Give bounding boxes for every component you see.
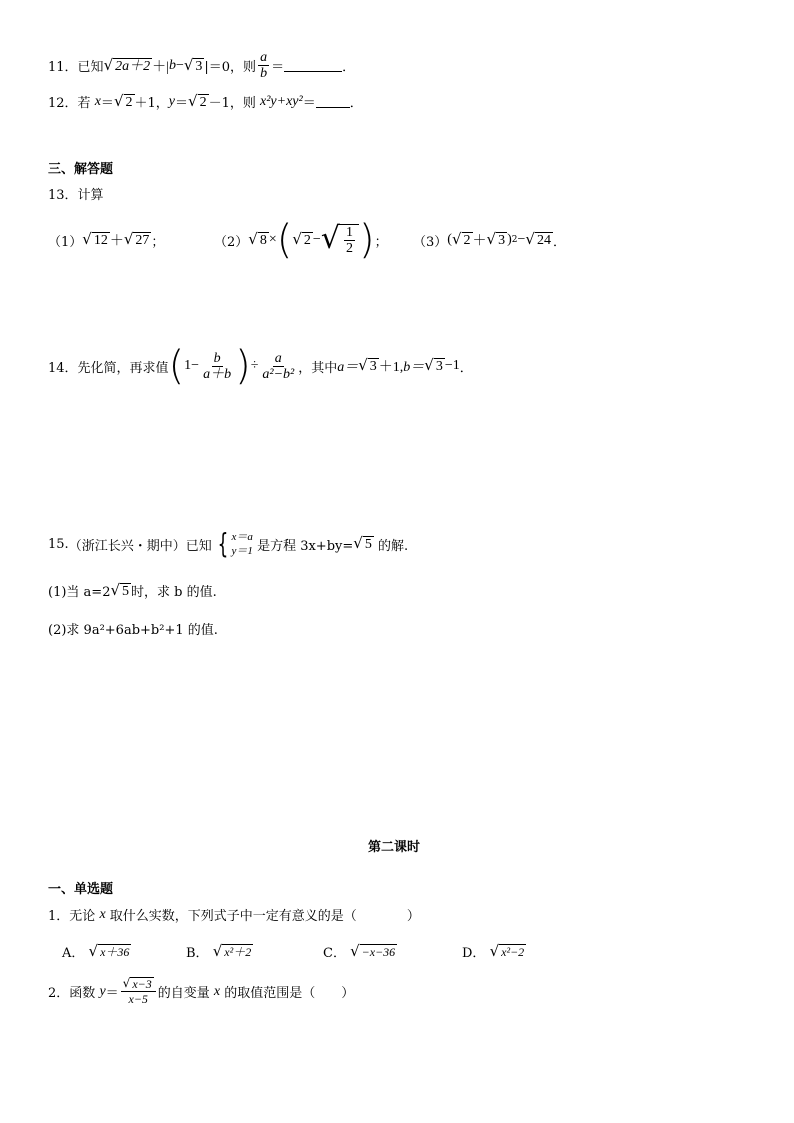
question-14: 14． 先化简，再求值 ( 1− $\frac{b}{a+b}$ ) ÷ $\frac{a}{\text{a²−b²}}$ ，其中 a＝ √ 3 ＋1, b＝ √ 3 −1 ．	[48, 343, 473, 389]
q15-sub-1: (1)当 a=2 √ 5 时，求 b 的值.	[48, 580, 217, 600]
q12-sqrt-2: √ 2	[188, 91, 207, 110]
q11-answer-blank[interactable]	[284, 59, 342, 72]
section-title-1: 一、单选题	[48, 882, 114, 897]
q12-answer-blank[interactable]	[316, 95, 350, 108]
q2-fraction: √ x−3 x−5	[121, 976, 156, 1007]
q11-sqrt-2: √ 3	[183, 55, 203, 74]
q13-part-2: （2） √ 8 × ( √ 2 − √ $\frac{1}{2}$ ) ；	[214, 217, 388, 263]
q13-part-3: （3） ( √ 2 ＋ √ 3 ) 2 − √ 24 ．	[413, 230, 566, 250]
lesson-title: 第二课时	[368, 840, 421, 855]
question-12: 12． 若 x ＝ √ 2 ＋1， y ＝ √ 2 －1，则 x²y+xy² ＝ ．	[48, 91, 363, 111]
q13-part-1: （1） √ 12 ＋ √ 27 ；	[48, 230, 165, 250]
q12-sqrt-1: √ 2	[113, 91, 133, 110]
question-15: 15. （浙江长兴・期中）已知 { x＝a y＝1 是方程 3x+by= √ 5 的解.	[48, 527, 409, 560]
question-2: 2． 函数 y ＝ √ x−3 x−5 的自变量 x 的取值范围是（ ）	[48, 976, 355, 1006]
q11-number: 11．	[48, 60, 78, 75]
question-13: 13． 计算	[48, 188, 104, 203]
q11-text: 已知	[77, 60, 104, 75]
q15-system: { x＝a y＝1	[217, 527, 253, 560]
question-11: 11． 已知 √ 2a＋2 ＋| b − √ 3 |＝0，则 a b ＝ ．	[48, 50, 356, 81]
section-title-3: 三、解答题	[48, 162, 114, 177]
q1-option-b[interactable]: B． √ x²＋2	[186, 941, 252, 961]
q11-sqrt-1: √ 2a＋2	[103, 55, 151, 74]
q1-option-a[interactable]: A． √ x＋36	[62, 941, 130, 961]
q1-option-d[interactable]: D． √ x²−2	[462, 941, 525, 961]
q11-fraction: a b	[260, 50, 268, 81]
q12-number: 12．	[48, 96, 78, 111]
q15-sub-2: (2)求 9a²+6ab+b²+1 的值.	[48, 623, 218, 638]
q1-option-c[interactable]: C． √ −x−36	[323, 941, 396, 961]
question-1: 1． 无论 x 取什么实数，下列式子中一定有意义的是（ ）	[48, 906, 420, 924]
